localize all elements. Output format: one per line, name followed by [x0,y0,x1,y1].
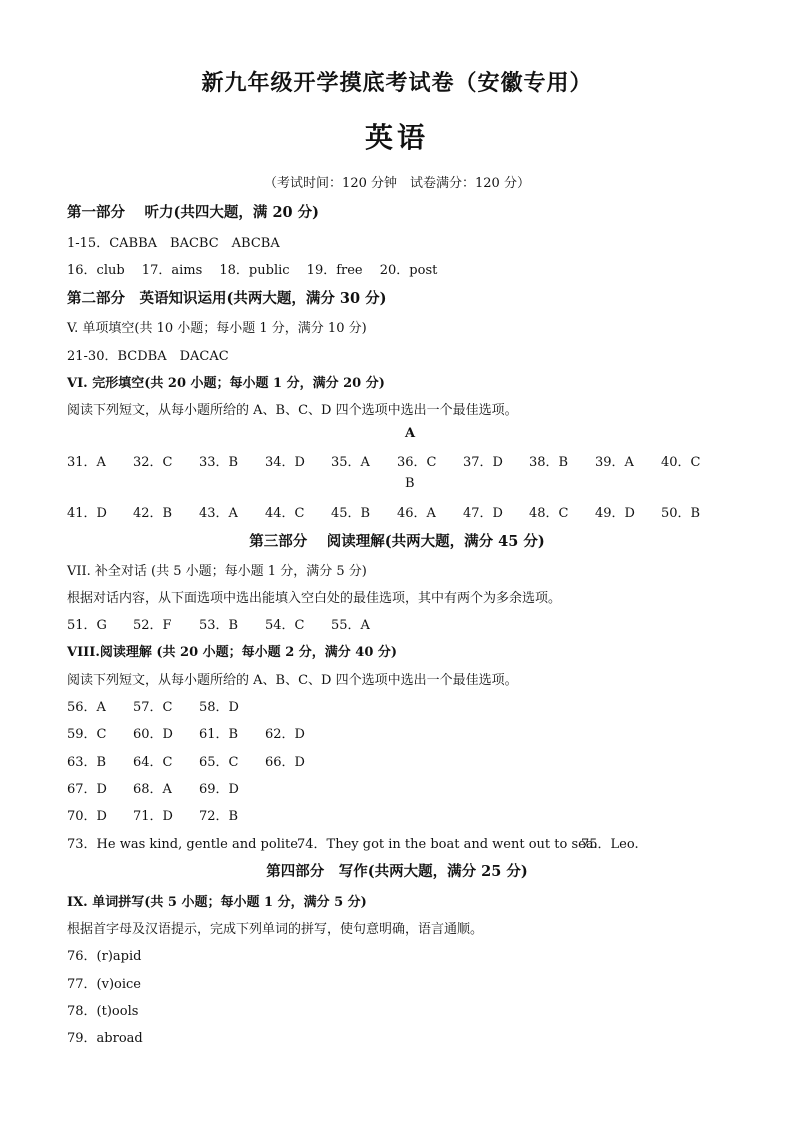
answer-item: 62．D [265,727,305,742]
answer-item: 53．B [199,618,239,633]
answer-item: 40．C [661,455,701,470]
answer-item: 45．B [331,506,371,521]
answer-item: 65．C [199,755,239,770]
section-viii-heading: VIII.阅读理解 (共 20 小题；每小题 2 分，满分 40 分) [67,645,398,660]
part3-heading: 第三部分 阅读理解(共两大题，满分 45 分) [249,533,545,550]
answer-76: 76．(r)apid [67,949,142,964]
answer-78: 78．(t)ools [67,1004,139,1019]
answer-item: 34．D [265,455,305,470]
subject-title: 英语 [364,121,429,154]
answer-79: 79．abroad [67,1031,143,1046]
answer-75: 75．Leo. [581,837,639,852]
answer-item: 38．B [529,455,569,470]
exam-note: （考试时间：120 分钟 试卷满分：120 分） [264,176,530,191]
section-vii-instruction: 根据对话内容，从下面选项中选出能填入空白处的最佳选项，其中有两个为多余选项。 [67,591,562,606]
answer-item: 43．A [199,506,238,521]
answer-item: 31．A [67,455,106,470]
answer-item: 36．C [397,455,437,470]
answer-item: 66．D [265,755,305,770]
answer-item: 46．A [397,506,436,521]
part1-answers-16-20: 16．club 17．aims 18．public 19．free 20．post [67,263,438,278]
section-ix-instruction: 根据首字母及汉语提示，完成下列单词的拼写，使句意明确，语言通顺。 [67,922,484,937]
answer-item: 49．D [595,506,635,521]
answer-item: 58．D [199,700,239,715]
answer-item: 44．C [265,506,305,521]
passage-a-label: A [405,426,416,441]
answer-item: 52．F [133,618,172,633]
answer-item: 32．C [133,455,173,470]
answer-item: 57．C [133,700,173,715]
answer-item: 70．D [67,809,107,824]
answer-item: 50．B [661,506,701,521]
answer-item: 37．D [463,455,503,470]
answer-item: 47．D [463,506,503,521]
section-viii-instruction: 阅读下列短文，从每小题所给的 A、B、C、D 四个选项中选出一个最佳选项。 [67,673,518,688]
section-v-heading: V. 单项填空(共 10 小题；每小题 1 分，满分 10 分) [67,321,367,336]
answer-item: 61．B [199,727,239,742]
exam-title: 新九年级开学摸底考试卷（安徽专用） [201,70,593,96]
section-vii-heading: VII. 补全对话 (共 5 小题；每小题 1 分，满分 5 分) [67,564,367,579]
answer-item: 54．C [265,618,305,633]
answer-item: 48．C [529,506,569,521]
answer-item: 33．B [199,455,239,470]
answer-item: 71．D [133,809,173,824]
answer-item: 39．A [595,455,634,470]
section-v-answers: 21-30．BCDBA DACAC [67,349,229,364]
answer-item: 72．B [199,809,239,824]
answer-item: 69．D [199,782,239,797]
part1-heading: 第一部分 听力(共四大题，满 20 分) [67,204,320,221]
answer-item: 59．C [67,727,107,742]
part4-heading: 第四部分 写作(共两大题，满分 25 分) [266,863,528,880]
passage-b-label: B [405,476,415,491]
part2-heading: 第二部分 英语知识运用(共两大题，满分 30 分) [67,290,387,307]
answer-item: 64．C [133,755,173,770]
answer-item: 63．B [67,755,107,770]
answer-item: 35．A [331,455,370,470]
part1-answers-1-15: 1-15．CABBA BACBC ABCBA [67,236,280,251]
answer-item: 60．D [133,727,173,742]
answer-73: 73．He was kind, gentle and polite. [67,837,303,852]
answer-item: 56．A [67,700,106,715]
answer-77: 77．(v)oice [67,977,141,992]
answer-item: 51．G [67,618,107,633]
answer-item: 68．A [133,782,172,797]
answer-item: 55．A [331,618,370,633]
section-ix-heading: IX. 单词拼写(共 5 小题；每小题 1 分，满分 5 分) [67,895,367,910]
section-vi-heading: VI. 完形填空(共 20 小题；每小题 1 分，满分 20 分) [67,376,385,391]
answer-item: 67．D [67,782,107,797]
section-vi-instruction: 阅读下列短文，从每小题所给的 A、B、C、D 四个选项中选出一个最佳选项。 [67,403,518,418]
answer-item: 42．B [133,506,173,521]
answer-74: 74．They got in the boat and went out to sea. [297,837,598,852]
answer-item: 41．D [67,506,107,521]
